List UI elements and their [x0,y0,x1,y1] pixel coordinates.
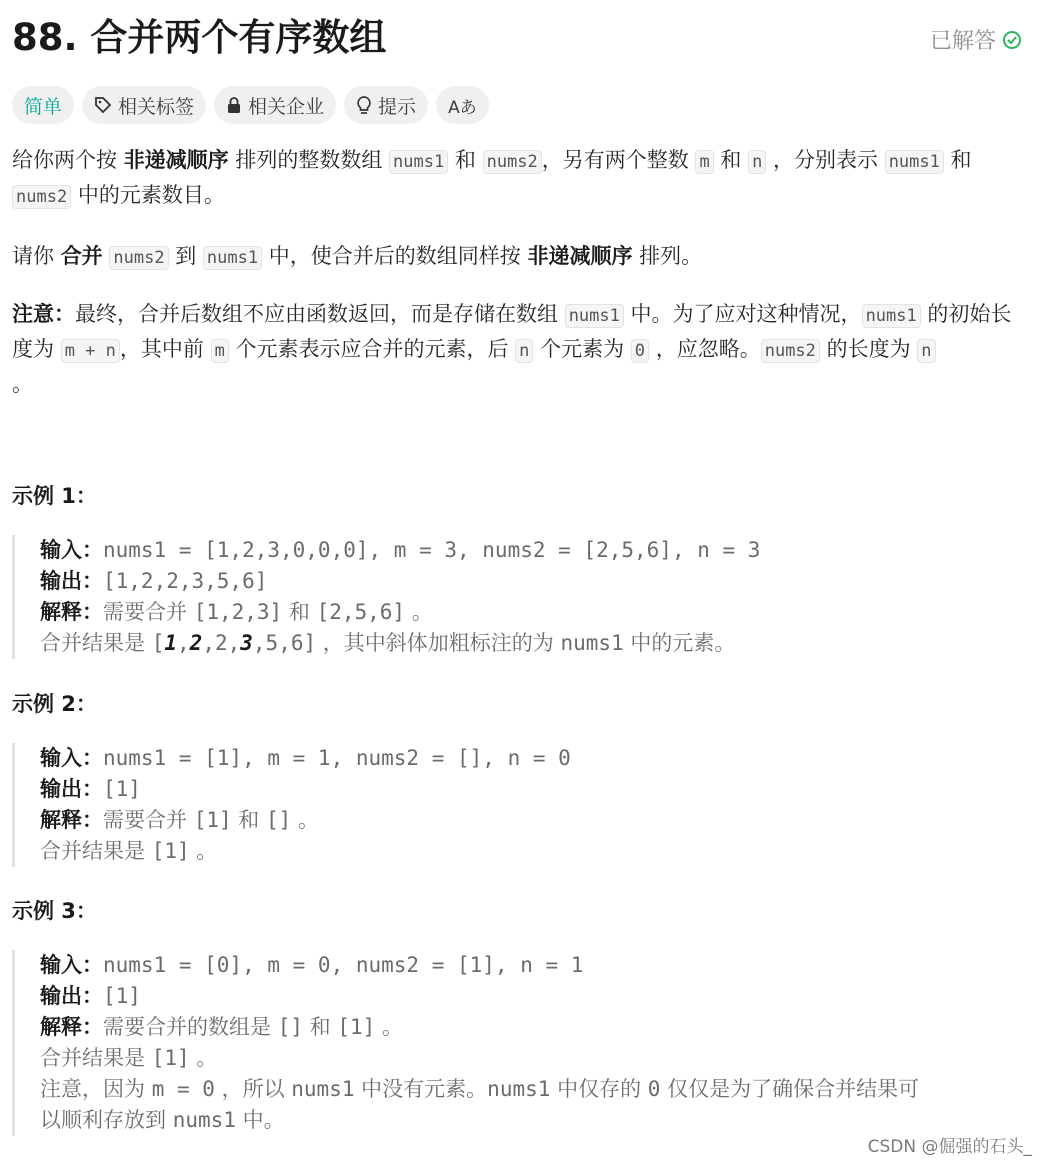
text: 中。 [235,1108,285,1132]
code-text: [1] [193,808,232,832]
inline-code: nums1 [565,304,624,328]
text: 的长度为 [819,337,918,361]
related-companies-button[interactable] [214,86,336,124]
text: 和 [231,808,266,832]
inline-code: m [211,339,229,363]
difficulty-label: 简单 [24,95,63,118]
inline-code: 0 [631,339,649,363]
text: 中的元素。 [623,631,736,655]
text: 和 [943,148,972,172]
inline-code: n [917,339,935,363]
check-circle-icon [1002,30,1022,50]
example-3-title: 示例 3： [12,899,97,923]
text: 需要合并 [103,600,194,624]
inline-code: nums2 [12,185,71,209]
text: 中。为了应对这种情况， [623,302,862,326]
code-text: [1] [151,1046,190,1070]
code-text: , [177,631,190,655]
text: 。 [291,808,319,832]
code-text: 0 [647,1077,661,1101]
code-text: [] [277,1015,303,1039]
input-label: 输入： [40,538,103,562]
example-input: nums1 = [1,2,3,0,0,0], m = 3, nums2 = [2,5,6], n = 3 [103,538,761,562]
example-output: [1,2,2,3,5,6] [103,569,268,593]
code-text: ,2, [202,631,241,655]
explain-label: 解释： [40,600,103,624]
example-2-block [12,743,1020,867]
code-text: nums1 [560,631,624,655]
example-input-line [40,743,1020,774]
inline-code: nums1 [862,304,921,328]
description-paragraph-2 [12,240,1022,275]
example-3-block [12,950,1020,1136]
description-paragraph-1 [12,144,1022,214]
text: ，分别表示 [766,148,885,172]
tag-icon [94,96,112,114]
bold-text: 非递减顺序 [123,148,229,172]
inline-code: nums1 [389,150,448,174]
code-text: m = 0 [151,1077,215,1101]
example-note-line [40,1074,1020,1105]
text: 合并结果是 [40,631,152,655]
translate-icon: Aあ [448,97,477,118]
code-text: nums1 [487,1077,551,1101]
example-output-line [40,566,1020,597]
code-text: [2,5,6] [316,600,406,624]
text: 。 [189,839,218,863]
text: 请你 [12,244,61,268]
code-text: nums1 [172,1108,236,1132]
example-input: nums1 = [0], m = 0, nums2 = [1], n = 1 [103,953,584,977]
difficulty-badge[interactable] [12,86,74,124]
text: 给你两个按 [12,148,124,172]
text: 中没有元素。 [354,1077,488,1101]
output-label: 输出： [40,569,103,593]
text: 。 [189,1046,218,1070]
text: 个元素表示应合并的元素，后 [228,337,516,361]
bold-italic-text: 2 [189,631,203,655]
example-input: nums1 = [1], m = 1, nums2 = [], n = 0 [103,746,571,770]
example-input-line [40,535,1020,566]
text: 需要合并 [103,808,194,832]
text: 中，使合并后的数组同样按 [262,244,528,268]
code-text: [] [265,808,292,832]
inline-code: nums2 [761,339,820,363]
text: 和 [448,148,483,172]
hint-button[interactable] [344,86,428,124]
explain-label: 解释： [40,1015,103,1039]
bold-italic-text: 3 [240,631,253,655]
translate-button[interactable] [436,86,489,124]
text: ，其中前 [119,337,211,361]
text: 。 [12,372,33,396]
text: 排列。 [632,244,703,268]
bold-text: 合并 [60,244,103,268]
output-label: 输出： [40,984,103,1008]
text: 以顺利存放到 [40,1108,173,1132]
example-explain-line [40,597,1020,628]
related-tags-button[interactable] [82,86,206,124]
text: 的初始长度为 [12,302,1012,361]
text: ，所以 [214,1077,292,1101]
text: 和 [713,148,749,172]
text: 个元素为 [533,337,631,361]
example-output-line [40,774,1020,805]
inline-code: m [695,150,713,174]
text: ，应忽略。 [649,337,761,361]
text: 最终，合并后数组不应由函数返回，而是存储在数组 [75,302,565,326]
solved-status [930,24,1022,55]
text: 中仅存的 [550,1077,648,1101]
explain-label: 解释： [40,808,103,832]
example-result-line [40,628,1020,659]
tag-row [12,86,489,124]
example-result-line [40,1043,1020,1074]
example-output: [1] [103,777,141,801]
code-text: nums1 [291,1077,355,1101]
text: 合并结果是 [40,839,152,863]
inline-code: n [748,150,766,174]
watermark: CSDN @倔强的石头_ [867,1137,1032,1157]
text: 注意，因为 [40,1077,152,1101]
example-input-line [40,950,1020,981]
lock-icon [226,96,242,114]
input-label: 输入： [40,953,103,977]
title-row [12,14,1022,62]
inline-code: nums2 [483,150,542,174]
text: 合并结果是 [40,1046,152,1070]
text: 和 [282,600,317,624]
example-result-line [40,836,1020,867]
code-text: [1] [337,1015,376,1039]
text: 排列的整数数组 [228,148,390,172]
text: 。 [375,1015,403,1039]
inline-code: nums2 [109,246,168,270]
text: 。 [405,600,433,624]
related-companies-label: 相关企业 [248,95,325,118]
text: 需要合并的数组是 [103,1015,278,1039]
output-label: 输出： [40,777,103,801]
inline-code: n [515,339,533,363]
example-1-title: 示例 1： [12,484,97,508]
inline-code: nums1 [203,246,262,270]
bold-text: 注意： [12,302,75,326]
lightbulb-icon [356,95,372,115]
code-text: [1] [151,839,190,863]
text: 和 [302,1015,338,1039]
text: ，另有两个整数 [541,148,696,172]
text: 中的元素数目。 [71,183,225,207]
example-2-title: 示例 2： [12,692,97,716]
description-paragraph-3 [12,298,1022,401]
example-explain-line [40,805,1020,836]
example-output: [1] [103,984,141,1008]
bold-text: 非递减顺序 [527,244,633,268]
solved-label: 已解答 [929,29,996,54]
text: 到 [168,244,203,268]
code-text: [1,2,3] [193,600,283,624]
bold-italic-text: 1 [164,631,177,655]
code-text: ,5,6] [252,631,317,655]
related-tags-label: 相关标签 [118,95,195,118]
code-text: [ [151,631,165,655]
inline-code: m + n [61,339,120,363]
input-label: 输入： [40,746,103,770]
inline-code: nums1 [885,150,944,174]
text: 仅仅是为了确保合并结果可 [660,1077,920,1101]
hint-label: 提示 [378,95,417,118]
example-explain-line [40,1012,1020,1043]
problem-title[interactable]: 88. 合并两个有序数组 [12,16,387,59]
example-output-line [40,981,1020,1012]
example-1-block [12,535,1020,659]
text: ，其中斜体加粗标注的为 [316,631,561,655]
